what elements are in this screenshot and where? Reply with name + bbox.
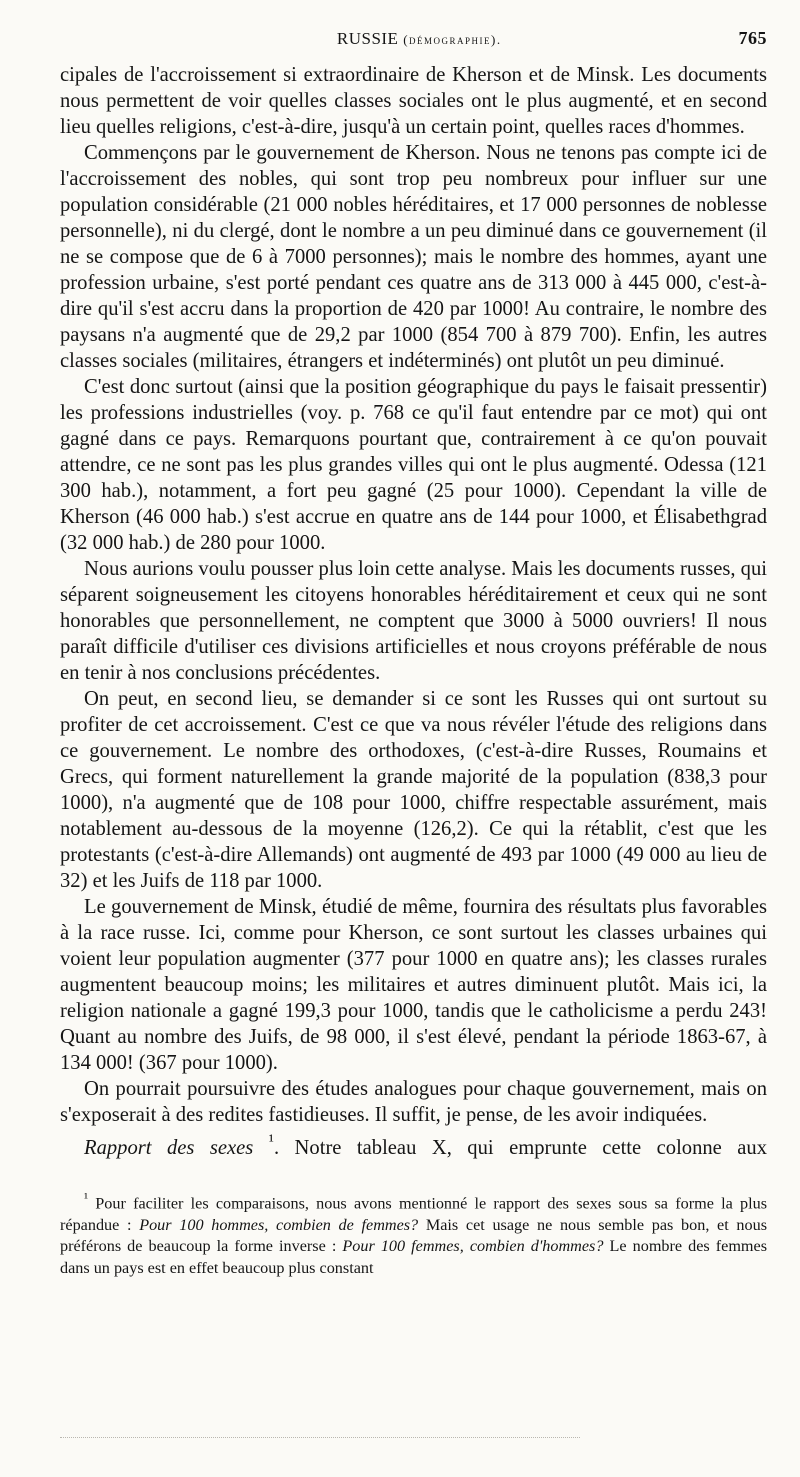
footnote-reference: ¹ [268,1131,274,1150]
footnote-italic-1: Pour 100 hommes, combien de femmes? [139,1215,419,1234]
paragraph-1: cipales de l'accroissement si extraordinaire de Kherson et de Minsk. Les documents nous permettent de voir quelles classes sociales ont le plus augmenté, et en second lieu quelles religions, c'est-à-dire, jusqu'à un certain point, quelles races d'hommes. [60,64,767,138]
document-page [60,28,767,1280]
page-number: 765 [738,28,767,48]
paragraph-2: Commençons par le gouvernement de Kherson. Nous ne tenons pas compte ici de l'accroissement des nobles, qui sont trop peu nombreux pour influer sur une population considérable (21 000 nobles héréditaires, et 17 000 personnes de noblesse personnelle), ni du clergé, dont le nombre a un peu diminué dans ce gouvernement (il ne se compose que de 6 à 7000 personnes); mais le nombre des hommes, ayant une profession urbaine, s'est porté pendant ces quatre ans de 313 000 à 445 000, c'est-à-dire qu'il s'est accru dans la proportion de 420 par 1000! Au contraire, le nombre des paysans n'a augmenté que de 29,2 par 1000 (854 700 à 879 700). Enfin, les autres classes sociales (militaires, étrangers et indéterminés) ont plutôt un peu diminué. [60,142,767,372]
running-header [60,28,767,62]
paragraph-8 [60,1128,767,1161]
footnote-text-2: Mais cet usage ne nous semble pas bon, et nous préférons de beaucoup la forme inverse : [60,1215,768,1256]
paragraph-5: On peut, en second lieu, se demander si ce sont les Russes qui ont surtout su profiter de cet accroissement. C'est ce que va nous révéler l'étude des religions dans ce gouvernement. Le nombre des orthodoxes, (c'est-à-dire Russes, Roumains et Grecs, qui forment naturellement la grande majorité de la population (838,3 pour 1000), n'a augmenté que de 108 pour 1000, chiffre respectable assurément, mais notablement au-dessous de la moyenne (126,2). Ce qui la rétablit, c'est que les protestants (c'est-à-dire Allemands) ont augmenté de 493 par 1000 (49 000 au lieu de 32) et les Juifs de 118 par 1000. [60,688,767,892]
section-heading-rapport-des-sexes: Rapport des sexes [84,1136,254,1159]
footnote-marker: ¹ [84,1189,89,1205]
paragraph-6: Le gouvernement de Minsk, étudié de même, fournira des résultats plus favorables à la race russe. Ici, comme pour Kherson, ce sont surtout les classes urbaines qui voient leur population augmenter (377 pour 1000 en quatre ans); les classes rurales augmentent beaucoup moins; les militaires et autres diminuent plutôt. Mais ici, la religion nationale a gagné 199,3 pour 1000, tandis que le catholicisme a perdu 243! Quant au nombre des Juifs, de 98 000, il s'est élevé, pendant la période 1863-67, à 134 000! (367 pour 1000). [60,896,767,1074]
paragraph-8-text: . Notre tableau X, qui emprunte cette colonne aux [273,1136,768,1159]
title-subtitle: (démographie). [403,32,502,47]
paragraph-4: Nous aurions voulu pousser plus loin cette analyse. Mais les documents russes, qui séparent soigneusement les citoyens honorables héréditairement et ceux qui ne sont honorables que personnellement, ne comptent que 3000 à 5000 ouvriers! Il nous paraît difficile d'utiliser ces divisions artificielles et nous croyons préférable de nous en tenir à nos conclusions précédentes. [60,558,767,684]
title-main: RUSSIE [336,29,399,48]
footnote-text-1: Pour faciliter les comparaisons, nous avons mentionné le rapport des sexes sous sa forme la plus répandue : [60,1194,767,1234]
footnote [60,1187,767,1280]
footnote-text-3: Le nombre des femmes dans un pays est en effet beaucoup plus constant [60,1237,768,1278]
footnote-italic-2: Pour 100 femmes, combien d'hommes? [342,1237,604,1256]
paragraph-3: C'est donc surtout (ainsi que la position géographique du pays le faisait pressentir) les professions industrielles (voy. p. 768 ce qu'il faut entendre par ce mot) qui ont gagné dans ce pays. Remarquons pourtant que, contrairement à ce qu'on pouvait attendre, ce ne sont pas les plus grandes villes qui ont le plus augmenté. Odessa (121 300 hab.), notamment, a fort peu gagné (25 pour 1000). Cependant la ville de Kherson (46 000 hab.) s'est accrue en quatre ans de 144 pour 1000, et Élisabethgrad (32 000 hab.) de 280 pour 1000. [60,376,767,554]
bleed-through-line [60,1437,580,1439]
body-text [60,62,767,1161]
running-title [60,29,739,49]
paragraph-7: On pourrait poursuivre des études analogues pour chaque gouvernement, mais on s'exposerait à des redites fastidieuses. Il suffit, je pense, de les avoir indiquées. [60,1078,767,1126]
